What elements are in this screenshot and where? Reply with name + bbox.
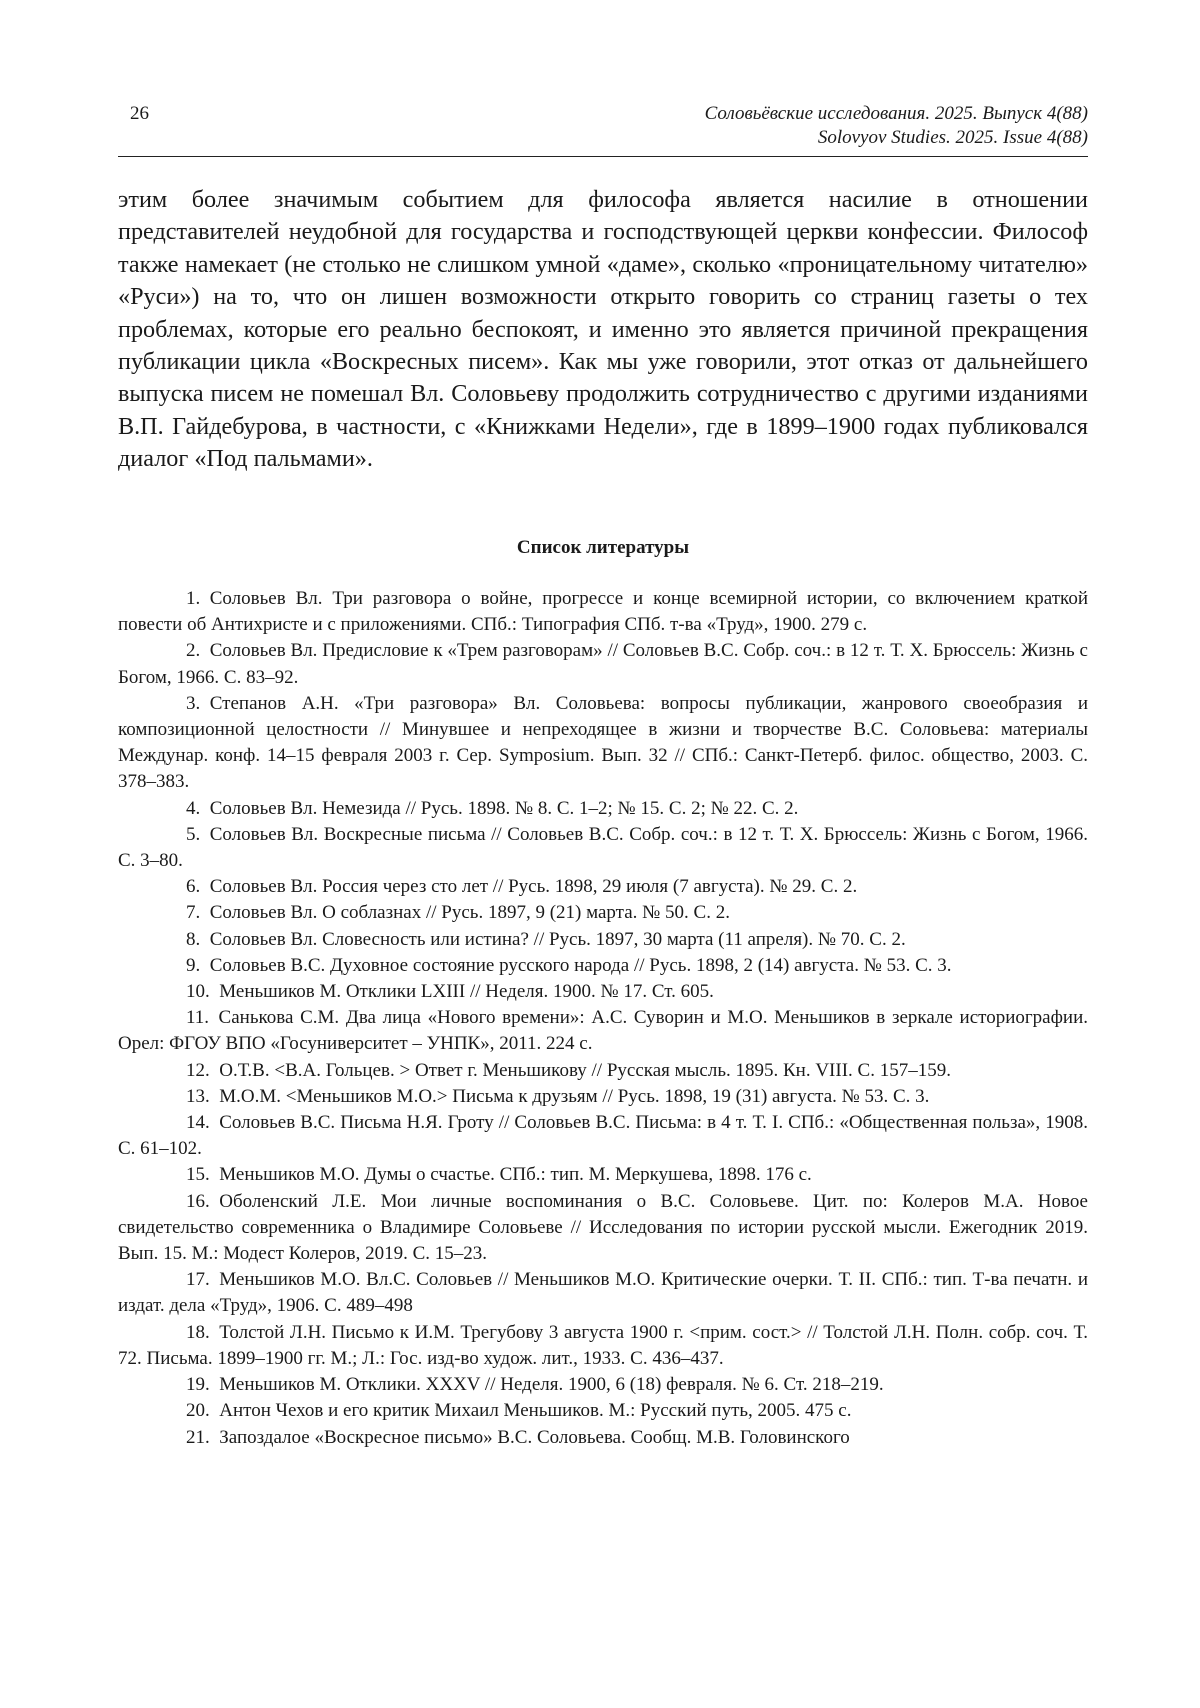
reference-text: Соловьев Вл. Воскресные письма // Соловьев В.С. Собр. соч.: в 12 т. Т. X. Брюссель: Жизнь с Богом, 1966. С. 3–80. (118, 823, 1088, 872)
reference-text: Оболенский Л.Е. Мои личные воспоминания о В.С. Соловьеве. Цит. по: Колеров М.А. Новое свидетельство современника о Владимире Соловьеве // Исследования по истории русской мысли. Ежегодник 2019. Вып. 15. М.: Модест Колеров, 2019. С. 15–23. (118, 1190, 1088, 1265)
reference-text: Соловьев Вл. Словесность или истина? // Русь. 1897, 30 марта (11 апреля). № 70. С. 2. (209, 928, 906, 950)
reference-number: 3. (186, 692, 201, 714)
reference-number: 5. (186, 823, 201, 845)
body-paragraph: этим более значимым событием для философа является насилие в отношении представителей неудобной для государства и господствующей церкви конфессии. Философ также намекает (не столько не слишком умной «даме», сколько «проницательному читателю» «Руси») на то, что он лишен возможности открыто говорить со страниц газеты о тех проблемах, которые его реально беспокоят, и именно это является причиной прекращения публикации цикла «Воскресных писем». Как мы уже говорили, этот отказ от дальнейшего выпуска писем не помешал Вл. Соловьеву продолжить сотрудничество с другими изданиями В.П. Гайдебурова, в частности, с «Книжками Недели», где в 1899–1900 годах публиковался диалог «Под пальмами». (118, 186, 1088, 473)
reference-text: Соловьев В.С. Письма Н.Я. Гроту // Соловьев В.С. Письма: в 4 т. Т. I. СПб.: «Общественная польза», 1908. С. 61–102. (118, 1112, 1088, 1160)
page-number: 26 (130, 103, 149, 124)
reference-item (118, 586, 1088, 638)
reference-text: Соловьев В.С. Духовное состояние русского народа // Русь. 1898, 2 (14) августа. № 53. С. 3. (209, 954, 952, 976)
reference-number: 6. (186, 876, 201, 898)
journal-title (705, 102, 1088, 150)
reference-number: 14. (186, 1112, 210, 1134)
reference-item (118, 822, 1088, 874)
reference-text: Антон Чехов и его критик Михаил Меньшиков. М.: Русский путь, 2005. 475 с. (219, 1400, 852, 1422)
reference-text: Соловьев Вл. Немезида // Русь. 1898. № 8. С. 1–2; № 15. С. 2; № 22. С. 2. (209, 797, 799, 819)
journal-title-en: Solovyov Studies. 2025. Issue 4(88) (817, 127, 1088, 148)
reference-number: 7. (186, 902, 201, 924)
reference-number: 2. (186, 640, 201, 662)
reference-number: 17. (186, 1269, 210, 1291)
reference-item (118, 1320, 1088, 1372)
running-head (118, 100, 1088, 157)
reference-item (118, 638, 1088, 690)
reference-number: 8. (186, 928, 201, 950)
reference-text: Соловьев Вл. О соблазнах // Русь. 1897, 9 (21) марта. № 50. С. 2. (209, 902, 730, 924)
reference-text: Толстой Л.Н. Письмо к И.М. Трегубову 3 августа 1900 г. <прим. сост.> // Толстой Л.Н. Полн. собр. соч. Т. 72. Письма. 1899–1900 гг. М.; Л.: Гос. изд-во худож. лит., 1933. С. 436–437. (118, 1321, 1088, 1369)
reference-item (118, 796, 1088, 822)
reference-item (118, 979, 1088, 1005)
reference-text: Соловьев Вл. Три разговора о войне, прогрессе и конце всемирной истории, со включением краткой повести об Антихристе и с приложениями. СПб.: Типография СПб. т-ва «Труд», 1900. 279 с. (118, 588, 1088, 636)
references-heading: Список литературы (516, 537, 690, 558)
reference-text: Меньшиков М. Отклики. XXXV // Неделя. 1900, 6 (18) февраля. № 6. Ст. 218–219. (219, 1374, 884, 1396)
reference-item (118, 953, 1088, 979)
reference-text: Меньшиков М.О. Вл.С. Соловьев // Меньшиков М.О. Критические очерки. Т. II. СПб.: тип. Т-ва печатн. и издат. дела «Труд», 1906. С. 489–498 (118, 1269, 1088, 1317)
reference-text: Меньшиков М.О. Думы о счастье. СПб.: тип. М. Меркушева, 1898. 176 с. (219, 1164, 812, 1186)
journal-title-ru: Соловьёвские исследования. 2025. Выпуск 4(88) (704, 103, 1088, 124)
reference-text: Запоздалое «Воскресное письмо» В.С. Соловьева. Сообщ. М.В. Головинского (219, 1426, 850, 1448)
reference-number: 11. (186, 1007, 210, 1029)
reference-text: Меньшиков М. Отклики LXIII // Неделя. 1900. № 17. Ст. 605. (219, 981, 714, 1003)
reference-item (118, 900, 1088, 926)
reference-text: М.О.М. <Меньшиков М.О.> Письма к друзьям // Русь. 1898, 19 (31) августа. № 53. С. 3. (219, 1085, 930, 1107)
reference-number: 1. (186, 588, 201, 609)
reference-item (118, 1084, 1088, 1110)
reference-item (118, 1058, 1088, 1084)
reference-number: 21. (186, 1426, 210, 1448)
reference-number: 19. (186, 1374, 210, 1396)
reference-item (118, 1162, 1088, 1188)
reference-item (118, 874, 1088, 900)
reference-text: Соловьев Вл. Предисловие к «Трем разговорам» // Соловьев В.С. Собр. соч.: в 12 т. Т. X. Брюссель: Жизнь с Богом, 1966. С. 83–92. (118, 640, 1088, 688)
reference-text: Санькова С.М. Два лица «Нового времени»: А.С. Суворин и М.О. Меньшиков в зеркале историографии. Орел: ФГОУ ВПО «Госуниверситет – УНПК», 2011. 224 с. (118, 1007, 1088, 1055)
reference-list (118, 586, 1088, 1451)
reference-text: О.Т.В. <В.А. Гольцев. > Ответ г. Меньшикову // Русская мысль. 1895. Кн. VIII. С. 157–159. (219, 1059, 951, 1081)
reference-number: 4. (186, 797, 201, 819)
reference-number: 9. (186, 954, 201, 976)
reference-item (118, 1005, 1088, 1057)
reference-item (118, 1267, 1088, 1319)
reference-number: 20. (186, 1400, 210, 1422)
reference-item (118, 1110, 1088, 1162)
reference-text: Соловьев Вл. Россия через сто лет // Русь. 1898, 29 июля (7 августа). № 29. С. 2. (209, 876, 858, 898)
reference-text: Степанов А.Н. «Три разговора» Вл. Соловьева: вопросы публикации, жанрового своеобразия и композиционной целостности // Минувшее и непреходящее в жизни и творчестве В.С. Соловьева: материалы Междунар. конф. 14–15 февраля 2003 г. Сер. Symposium. Вып. 32 // СПб.: Санкт-Петерб. филос. общество, 2003. С. 378–383. (118, 692, 1088, 793)
reference-item (118, 1425, 1088, 1451)
reference-item (118, 1189, 1088, 1268)
reference-item (118, 1398, 1088, 1424)
reference-number: 10. (186, 981, 210, 1003)
reference-number: 15. (186, 1164, 210, 1186)
reference-item (118, 1372, 1088, 1398)
reference-number: 12. (186, 1059, 210, 1081)
reference-item (118, 691, 1088, 796)
reference-number: 13. (186, 1085, 210, 1107)
reference-number: 16. (186, 1190, 210, 1212)
reference-item (118, 927, 1088, 953)
reference-number: 18. (186, 1321, 210, 1343)
